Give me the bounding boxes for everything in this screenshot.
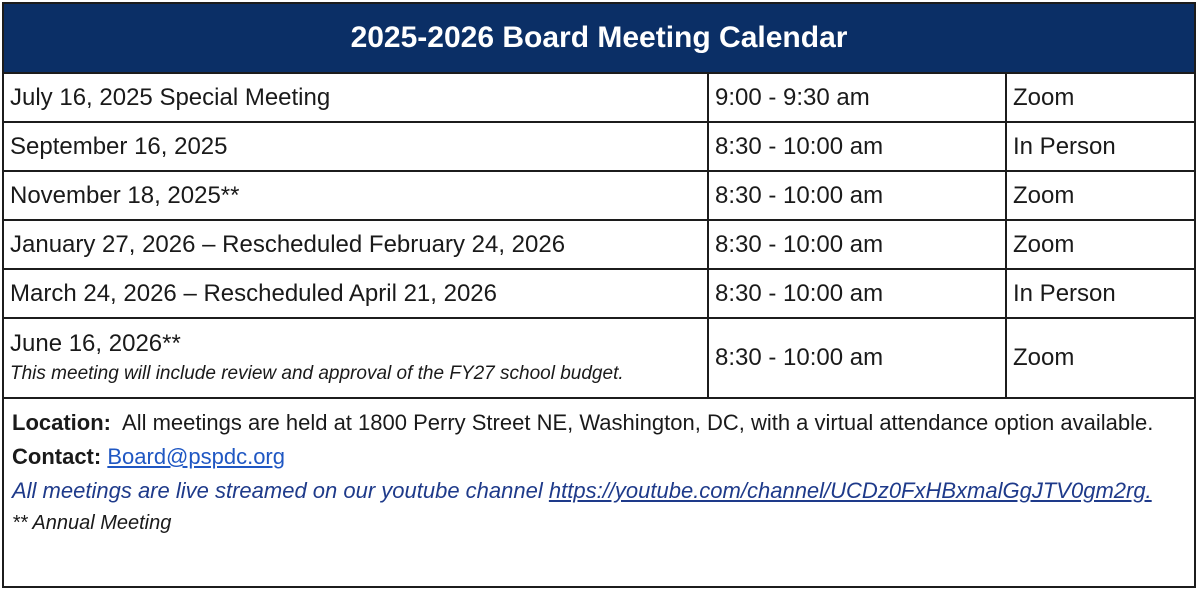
- meeting-date: March 24, 2026 – Rescheduled April 21, 2026: [4, 269, 708, 318]
- meeting-time: 8:30 - 10:00 am: [708, 318, 1006, 398]
- table-row: [4, 269, 1194, 318]
- annual-meeting-note: ** Annual Meeting: [12, 512, 172, 534]
- contact-label: Contact:: [12, 444, 102, 469]
- contact-email-link[interactable]: Board@pspdc.org: [107, 444, 285, 469]
- meeting-mode: In Person: [1006, 269, 1194, 318]
- meeting-date: January 27, 2026 – Rescheduled February 24, 2026: [4, 220, 708, 269]
- meeting-mode: Zoom: [1006, 171, 1194, 220]
- meeting-note: This meeting will include review and approval of the FY27 school budget.: [10, 363, 624, 384]
- meeting-mode: Zoom: [1006, 74, 1194, 122]
- stream-text: All meetings are live streamed on our youtube channel: [12, 478, 543, 503]
- location-line: [12, 405, 1186, 440]
- table-row: [4, 171, 1194, 220]
- meeting-mode: Zoom: [1006, 220, 1194, 269]
- meeting-date: November 18, 2025**: [4, 171, 708, 220]
- location-label: Location:: [12, 410, 111, 435]
- stream-line: [12, 474, 1186, 508]
- meeting-calendar-card: [2, 2, 1196, 588]
- meeting-time: 9:00 - 9:30 am: [708, 74, 1006, 122]
- meeting-date-cell: [4, 318, 708, 398]
- meeting-date: June 16, 2026**: [10, 330, 181, 357]
- calendar-title: 2025-2026 Board Meeting Calendar: [4, 4, 1194, 74]
- meeting-time: 8:30 - 10:00 am: [708, 220, 1006, 269]
- table-row: [4, 318, 1194, 398]
- meetings-table: [4, 74, 1194, 399]
- youtube-channel-link[interactable]: https://youtube.com/channel/UCDz0FxHBxmalGgJTV0gm2rg.: [548, 478, 1152, 503]
- meeting-date: September 16, 2025: [4, 122, 708, 171]
- meeting-mode: Zoom: [1006, 318, 1194, 398]
- meeting-date: July 16, 2025 Special Meeting: [4, 74, 708, 122]
- location-text: All meetings are held at 1800 Perry Street NE, Washington, DC, with a virtual attendance option available.: [122, 410, 1154, 435]
- meeting-time: 8:30 - 10:00 am: [708, 122, 1006, 171]
- meeting-time: 8:30 - 10:00 am: [708, 171, 1006, 220]
- calendar-footer: [4, 399, 1194, 538]
- contact-line: [12, 440, 1186, 474]
- table-row: [4, 122, 1194, 171]
- table-row: [4, 220, 1194, 269]
- meeting-time: 8:30 - 10:00 am: [708, 269, 1006, 318]
- table-row: [4, 74, 1194, 122]
- meeting-mode: In Person: [1006, 122, 1194, 171]
